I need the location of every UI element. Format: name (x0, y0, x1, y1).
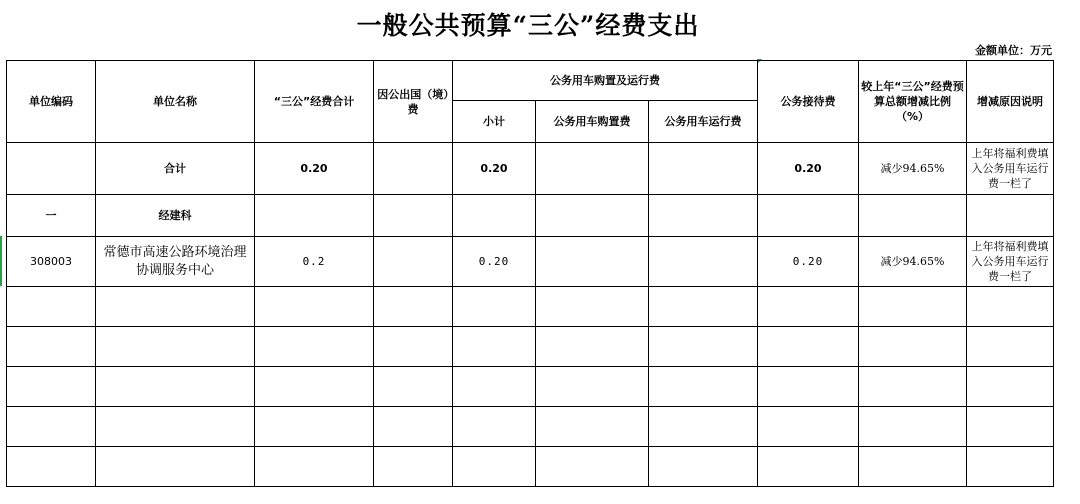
cell-name[interactable]: 合计 (96, 143, 255, 195)
cell-empty[interactable] (453, 407, 536, 447)
cell-vehicle-operation[interactable] (649, 143, 758, 195)
selected-row-marker (0, 236, 2, 286)
cell-empty[interactable] (453, 327, 536, 367)
cell-empty[interactable] (536, 327, 649, 367)
header-reason[interactable]: 增减原因说明 (967, 61, 1054, 143)
cell-empty[interactable] (255, 327, 374, 367)
cell-abroad[interactable] (374, 143, 453, 195)
cell-empty[interactable] (967, 367, 1054, 407)
cell-empty[interactable] (967, 327, 1054, 367)
cell-empty[interactable] (967, 407, 1054, 447)
cell-empty[interactable] (96, 287, 255, 327)
cell-code[interactable]: 308003 (7, 237, 96, 287)
cell-compare[interactable]: 减少94.65% (859, 143, 967, 195)
cell-empty[interactable] (374, 195, 453, 237)
cell-code[interactable]: 一 (7, 195, 96, 237)
cell-empty[interactable] (536, 407, 649, 447)
header-reception[interactable]: 公务接待费 (758, 61, 859, 143)
cell-empty[interactable] (536, 367, 649, 407)
cell-reason[interactable]: 上年将福利费填入公务用车运行费一栏了 (967, 143, 1054, 195)
cell-vehicle-operation[interactable] (649, 237, 758, 287)
cell-empty[interactable] (859, 407, 967, 447)
cell-empty[interactable] (7, 407, 96, 447)
table-row-empty (7, 327, 1054, 367)
header-total[interactable]: “三公”经费合计 (255, 61, 374, 143)
cell-empty[interactable] (536, 447, 649, 487)
cell-empty[interactable] (649, 327, 758, 367)
header-unit-name[interactable]: 单位名称 (96, 61, 255, 143)
cell-empty[interactable] (649, 287, 758, 327)
cell-empty[interactable] (255, 447, 374, 487)
cell-empty[interactable] (374, 367, 453, 407)
cell-code[interactable] (7, 143, 96, 195)
header-compare[interactable]: 较上年“三公”经费预算总额增减比例（%） (859, 61, 967, 143)
cell-empty[interactable] (255, 287, 374, 327)
cell-empty[interactable] (96, 407, 255, 447)
cell-empty[interactable] (7, 447, 96, 487)
cell-empty[interactable] (7, 287, 96, 327)
unit-label: 金额单位：万元 (975, 44, 1052, 57)
cell-name[interactable]: 常德市高速公路环境治理协调服务中心 (96, 237, 255, 287)
cell-empty[interactable] (7, 367, 96, 407)
budget-table (6, 60, 1054, 487)
cell-empty[interactable] (255, 407, 374, 447)
cell-empty[interactable] (255, 367, 374, 407)
cell-empty[interactable] (649, 447, 758, 487)
cell-empty[interactable] (374, 327, 453, 367)
cell-empty[interactable] (255, 195, 374, 237)
cell-empty[interactable] (96, 447, 255, 487)
cell-empty[interactable] (649, 195, 758, 237)
cell-empty[interactable] (649, 407, 758, 447)
cell-reason[interactable]: 上年将福利费填入公务用车运行费一栏了 (967, 237, 1054, 287)
cell-empty[interactable] (7, 327, 96, 367)
cell-compare[interactable]: 减少94.65% (859, 237, 967, 287)
cell-empty[interactable] (758, 327, 859, 367)
table-row-total (7, 143, 1054, 195)
table-row-section (7, 195, 1054, 237)
cell-empty[interactable] (96, 327, 255, 367)
cell-total[interactable]: 0.2 (255, 237, 374, 287)
cell-vehicle-purchase[interactable] (536, 143, 649, 195)
cell-reception[interactable]: 0.20 (758, 237, 859, 287)
cell-empty[interactable] (374, 287, 453, 327)
cell-empty[interactable] (374, 447, 453, 487)
cell-empty[interactable] (758, 367, 859, 407)
cell-empty[interactable] (967, 195, 1054, 237)
table-row-unit (7, 237, 1054, 287)
cell-empty[interactable] (453, 367, 536, 407)
cell-vehicle-subtotal[interactable]: 0.20 (453, 237, 536, 287)
cell-empty[interactable] (374, 407, 453, 447)
header-abroad[interactable]: 因公出国（境）费 (374, 61, 453, 143)
cell-abroad[interactable] (374, 237, 453, 287)
cell-empty[interactable] (859, 367, 967, 407)
cell-empty[interactable] (758, 195, 859, 237)
header-vehicle-purchase[interactable]: 公务用车购置费 (536, 101, 649, 143)
cell-empty[interactable] (536, 195, 649, 237)
cell-name[interactable]: 经建科 (96, 195, 255, 237)
page-title: 一般公共预算“三公”经费支出 (356, 11, 700, 40)
cell-empty[interactable] (758, 287, 859, 327)
cell-empty[interactable] (453, 287, 536, 327)
header-vehicle-operation[interactable]: 公务用车运行费 (649, 101, 758, 143)
cell-empty[interactable] (859, 327, 967, 367)
cell-total[interactable]: 0.20 (255, 143, 374, 195)
cell-empty[interactable] (96, 367, 255, 407)
table-row-empty (7, 407, 1054, 447)
table-row-empty (7, 367, 1054, 407)
cell-empty[interactable] (649, 367, 758, 407)
cell-empty[interactable] (758, 447, 859, 487)
cell-empty[interactable] (859, 195, 967, 237)
cell-empty[interactable] (967, 447, 1054, 487)
cell-empty[interactable] (453, 447, 536, 487)
cell-empty[interactable] (758, 407, 859, 447)
cell-vehicle-subtotal[interactable]: 0.20 (453, 143, 536, 195)
header-vehicle-subtotal[interactable]: 小计 (453, 101, 536, 143)
cell-reception[interactable]: 0.20 (758, 143, 859, 195)
cell-empty[interactable] (859, 287, 967, 327)
cell-empty[interactable] (859, 447, 967, 487)
header-unit-code[interactable]: 单位编码 (7, 61, 96, 143)
cell-vehicle-purchase[interactable] (536, 237, 649, 287)
cell-empty[interactable] (967, 287, 1054, 327)
table-row-empty (7, 447, 1054, 487)
table-row-empty (7, 287, 1054, 327)
cell-empty[interactable] (453, 195, 536, 237)
cell-empty[interactable] (536, 287, 649, 327)
header-vehicle-group[interactable]: 公务用车购置及运行费 (453, 61, 758, 101)
